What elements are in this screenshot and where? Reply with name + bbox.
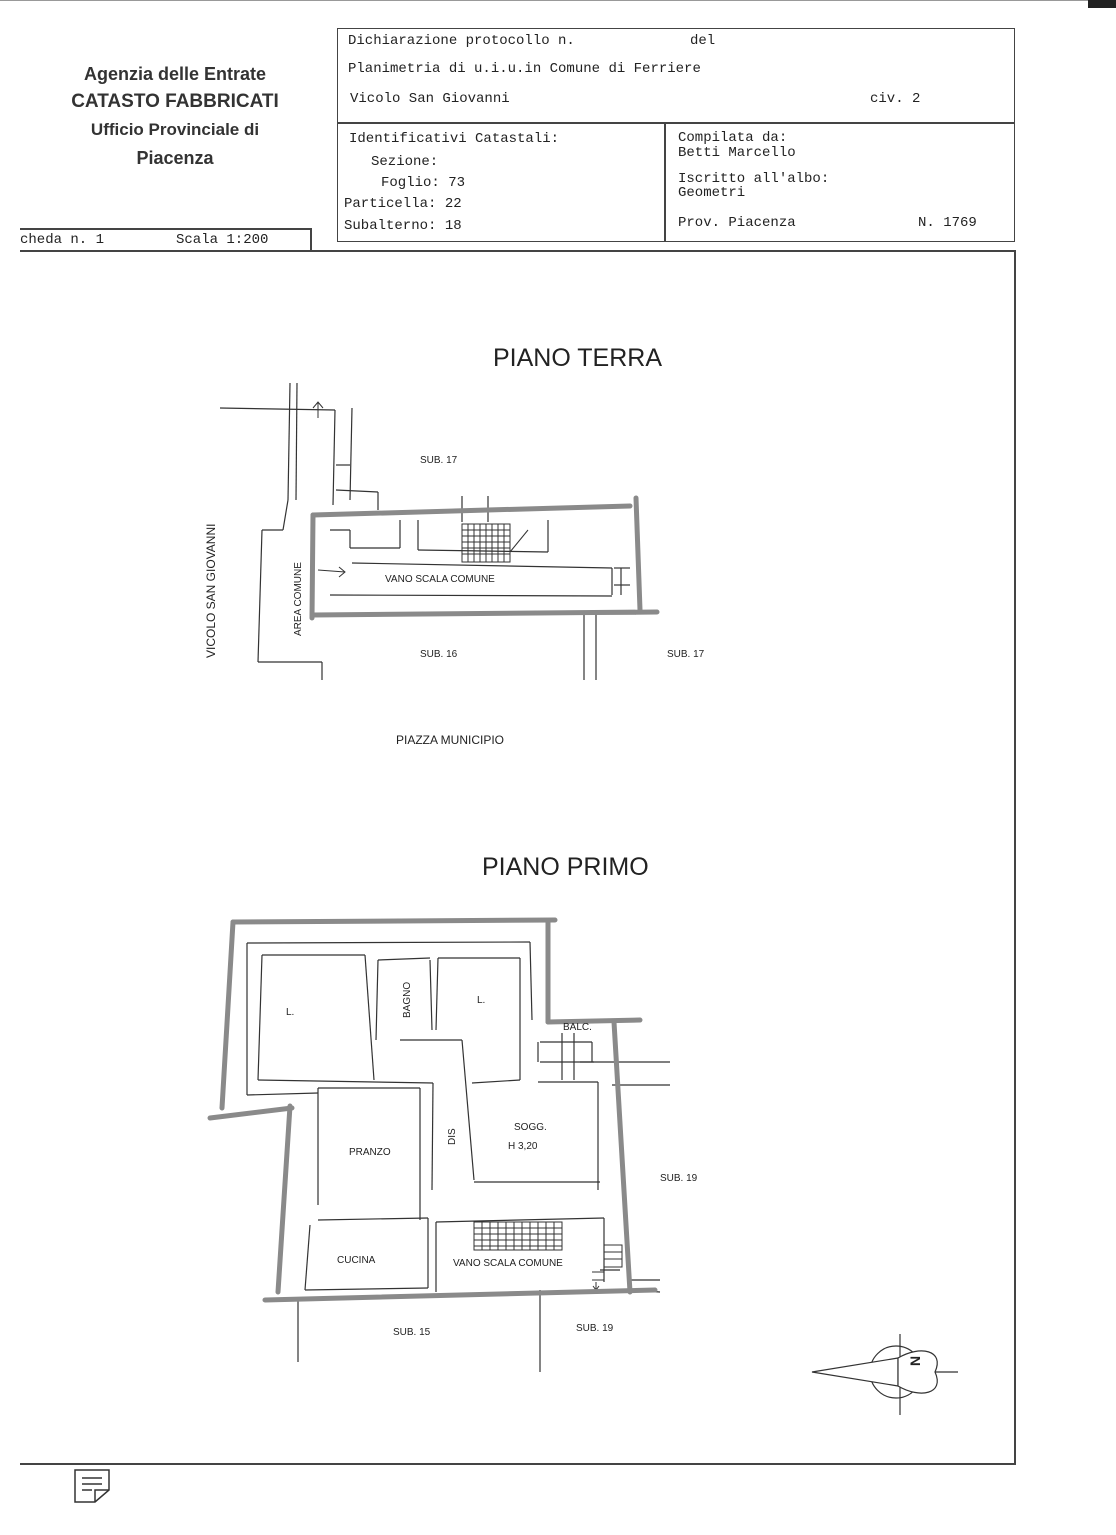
first-sub19-bottom-label: SUB. 19 — [576, 1323, 614, 1334]
sezione-label: Sezione: — [371, 154, 439, 170]
civ-label: civ. 2 — [870, 91, 921, 107]
document-icon[interactable] — [73, 1468, 111, 1504]
subalterno-label: Subalterno: 18 — [344, 218, 462, 234]
ground-floor-title: PIANO TERRA — [493, 344, 663, 372]
scheda-label: cheda n. 1 — [20, 232, 105, 248]
prov-label: Prov. Piacenza — [678, 215, 796, 231]
first-balc-label: BALC. — [563, 1022, 592, 1033]
agency-catasto: CATASTO FABBRICATI — [71, 91, 279, 112]
agency-office: Ufficio Provinciale di — [90, 120, 260, 139]
first-floor-stairs — [474, 1222, 622, 1290]
ident-title: Identificativi Catastali: — [349, 131, 560, 147]
iscritto-label: Iscritto all'albo: — [678, 171, 830, 187]
first-dis-label: DIS — [447, 1128, 458, 1145]
ground-sub16-label: SUB. 16 — [420, 649, 458, 660]
scala-label: Scala 1:200 — [176, 232, 269, 248]
ground-floor-arrows — [313, 402, 345, 577]
first-l2-label: L. — [477, 995, 486, 1006]
first-sub19-right-label: SUB. 19 — [660, 1173, 698, 1184]
particella-label: Particella: 22 — [344, 196, 462, 212]
compiler-name: Betti Marcello — [678, 145, 796, 161]
first-bagno-label: BAGNO — [402, 981, 413, 1018]
del-label: del — [690, 33, 716, 49]
num-label: N. 1769 — [918, 215, 977, 231]
ground-vicolo-label: VICOLO SAN GIOVANNI — [204, 523, 218, 658]
planimetria-label: Planimetria di u.i.u.in Comune di Ferriere — [348, 61, 701, 77]
first-floor-title: PIANO PRIMO — [482, 853, 649, 881]
ground-vano-label: VANO SCALA COMUNE — [385, 574, 495, 585]
albo-label: Geometri — [678, 185, 746, 201]
first-cucina-label: CUCINA — [337, 1255, 376, 1266]
ground-floor-walls — [220, 383, 636, 680]
ground-sub17-right-label: SUB. 17 — [667, 649, 705, 660]
first-vano-label: VANO SCALA COMUNE — [453, 1258, 563, 1269]
north-arrow-icon — [812, 1334, 958, 1415]
first-pranzo-label: PRANZO — [349, 1147, 391, 1158]
ground-piazza-label: PIAZZA MUNICIPIO — [396, 733, 505, 747]
first-height-label: H 3,20 — [508, 1141, 538, 1152]
first-sub15-label: SUB. 15 — [393, 1327, 431, 1338]
first-floor-walls — [247, 942, 670, 1372]
first-l1-label: L. — [286, 1007, 295, 1018]
ground-sub17-label: SUB. 17 — [420, 455, 458, 466]
compass-letter: N — [907, 1355, 923, 1366]
foglio-label: Foglio: 73 — [381, 175, 466, 191]
dichiarazione-label: Dichiarazione protocollo n. — [348, 33, 575, 49]
agency-name: Agenzia delle Entrate — [83, 64, 267, 84]
address-label: Vicolo San Giovanni — [350, 91, 510, 107]
first-sogg-label: SOGG. — [514, 1122, 547, 1133]
ground-area-label: AREA COMUNE — [293, 562, 304, 636]
ground-floor-boundary — [312, 498, 657, 618]
compilata-label: Compilata da: — [678, 130, 788, 146]
agency-city: Piacenza — [136, 148, 214, 168]
ground-floor-stairs — [462, 524, 528, 562]
